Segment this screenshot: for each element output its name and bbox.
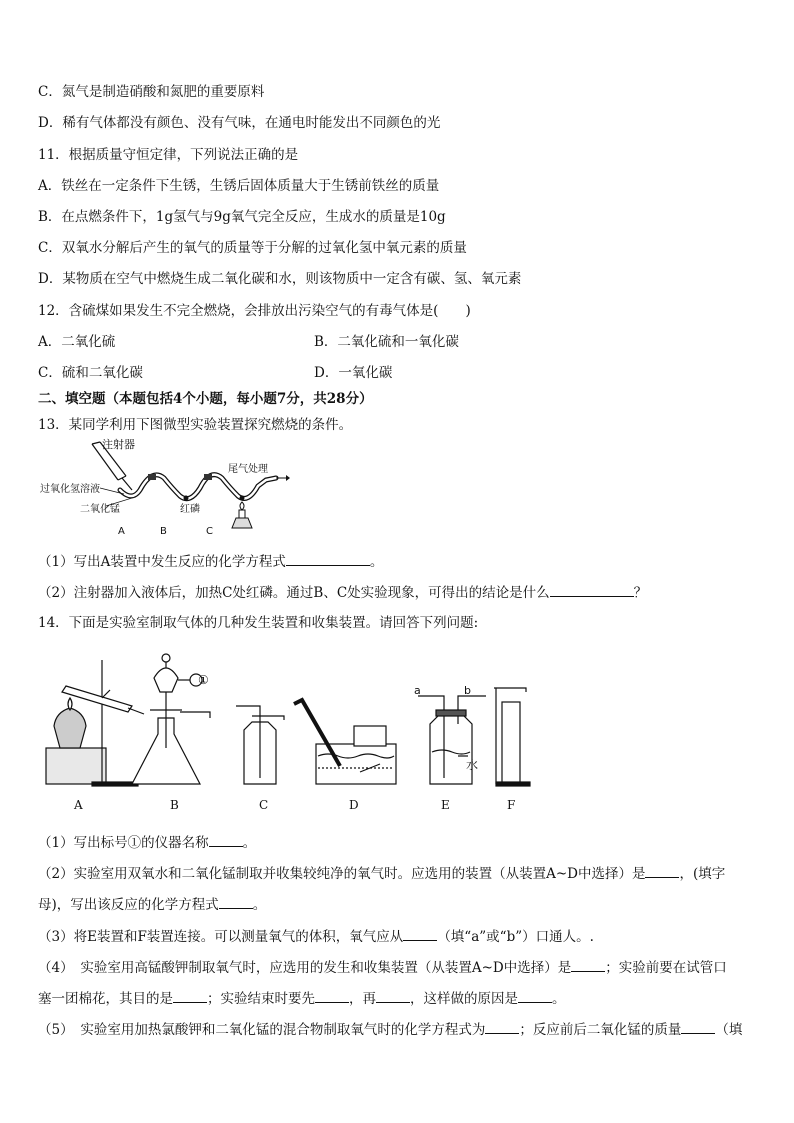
q14-part-2-cont [38, 895, 266, 914]
q12-option-b: B．二氧化硫和一氧化碳 [314, 334, 459, 350]
q12-option-c: C．硫和二氧化碳 [38, 365, 143, 381]
answer-blank[interactable] [485, 1020, 519, 1034]
q14-part-2-text-2: 母)，写出该反应的化学方程式 [38, 897, 219, 913]
q14-part-4-text-2: 塞一团棉花，其目的是 [38, 991, 173, 1007]
port-b-label: b [464, 684, 471, 697]
q14-part-4-text: （4） 实验室用高锰酸钾制取氧气时，应选用的发生和收集装置（从装置A~D中选择）是 [38, 960, 572, 976]
section-heading: 二、填空题（本题包括4个小题，每小题7分，共28分） [38, 391, 373, 407]
q14-part-2 [38, 864, 725, 883]
q13-part-2-text: （2）注射器加入液体后，加热C处红磷。通过B、C处实验现象，可得出的结论是什么 [38, 585, 550, 601]
figure-14-apparatus [40, 648, 540, 818]
q14-part-4-mid: ；实验前要在试管口 [605, 960, 727, 976]
q14-part-4-cont [38, 989, 566, 1008]
answer-blank[interactable] [645, 864, 679, 878]
apparatus-e-caption: E [441, 798, 450, 812]
q11-option-b: B．在点燃条件下，1g氢气与9g氧气完全反应，生成水的质量是10g [38, 209, 446, 225]
q13-part-1-end: 。 [369, 554, 384, 570]
q11-option-a: A．铁丝在一定条件下生锈，生锈后固体质量大于生锈前铁丝的质量 [38, 178, 440, 194]
q14-part-1 [38, 833, 256, 852]
q14-part-1-text: （1）写出标号①的仪器名称 [38, 835, 209, 851]
option-c-nitrogen: C．氮气是制造硝酸和氮肥的重要原料 [38, 84, 265, 100]
answer-blank[interactable] [571, 958, 605, 972]
answer-blank[interactable] [403, 927, 437, 941]
q13-part-2 [38, 583, 647, 602]
answer-blank[interactable] [173, 989, 207, 1003]
label-c: C [206, 526, 213, 537]
answer-blank[interactable] [550, 583, 634, 597]
answer-blank[interactable] [219, 895, 253, 909]
apparatus-d-caption: D [349, 798, 359, 812]
q14-part-4-text-3: ；实验结束时要先 [207, 991, 315, 1007]
q14-part-3 [38, 927, 594, 946]
q14-part-2-text: （2）实验室用双氧水和二氧化锰制取并收集较纯净的氧气时。应选用的装置（从装置A~D中选择）是 [38, 866, 646, 882]
q12-option-d: D．一氧化碳 [314, 365, 393, 381]
q14-part-3-end: （填“a”或“b”）口通人。. [437, 929, 594, 945]
q14-part-4-text-5: ，这样做的原因是 [410, 991, 518, 1007]
tail-gas-label: 尾气处理 [228, 464, 268, 475]
answer-blank[interactable] [681, 1020, 715, 1034]
gas-apparatus-diagram [40, 648, 540, 798]
answer-blank[interactable] [518, 989, 552, 1003]
question-12: 12．含硫煤如果发生不完全燃烧，会排放出污染空气的有毒气体是( ) [38, 303, 471, 319]
q11-option-d: D．某物质在空气中燃烧生成二氧化碳和水，则该物质中一定含有碳、氢、氧元素 [38, 271, 522, 287]
apparatus-f-caption: F [507, 798, 516, 812]
option-d-noble-gas: D．稀有气体都没有颜色、没有气味，在通电时能发出不同颜色的光 [38, 115, 441, 131]
q14-part-4-end: 。 [552, 991, 566, 1007]
apparatus-b-caption: B [170, 798, 179, 812]
syringe-label: 注射器 [102, 438, 135, 451]
answer-blank[interactable] [376, 989, 410, 1003]
question-13: 13．某同学利用下图微型实验装置探究燃烧的条件。 [38, 417, 353, 433]
answer-blank[interactable] [315, 989, 349, 1003]
label-a: A [118, 526, 125, 537]
figure-13-apparatus [40, 438, 290, 540]
q14-part-1-end: 。 [242, 835, 257, 851]
q14-part-4-text-4: ，再 [349, 991, 376, 1007]
q14-part-3-text: （3）将E装置和F装置连接。可以测量氧气的体积，氧气应从 [38, 929, 404, 945]
apparatus-a-caption: A [74, 798, 83, 812]
q14-part-2-mid: ，(填字 [679, 866, 726, 882]
hydrogen-peroxide-label: 过氧化氢溶液 [40, 484, 100, 495]
q14-part-5-text: （5） 实验室用加热氯酸钾和二氧化锰的混合物制取氧气时的化学方程式为 [38, 1022, 486, 1038]
q14-part-5-mid: ；反应前后二氧化锰的质量 [519, 1022, 682, 1038]
question-11: 11．根据质量守恒定律，下列说法正确的是 [38, 147, 299, 163]
question-14: 14．下面是实验室制取气体的几种发生装置和收集装置。请回答下列问题: [38, 615, 479, 631]
q13-part-1-text: （1）写出A装置中发生反应的化学方程式 [38, 554, 286, 570]
q13-part-2-end: ？ [633, 585, 648, 601]
label-b: B [160, 526, 167, 537]
manganese-dioxide-label: 二氧化锰 [80, 504, 120, 515]
port-a-label: a [414, 684, 421, 697]
red-phosphorus-label: 红磷 [180, 504, 200, 515]
q14-part-5-end: （填 [715, 1022, 743, 1038]
q14-part-2-end: 。 [252, 897, 267, 913]
apparatus-c-caption: C [259, 798, 269, 812]
q14-part-5 [38, 1020, 742, 1039]
mark-circled-1: ① [198, 673, 209, 687]
q11-option-c: C．双氧水分解后产生的氧气的质量等于分解的过氧化氢中氧元素的质量 [38, 240, 467, 256]
answer-blank[interactable] [209, 833, 243, 847]
q13-part-1 [38, 552, 383, 571]
water-label: 水 [466, 758, 479, 772]
q14-part-4 [38, 958, 727, 977]
answer-blank[interactable] [286, 552, 370, 566]
q12-option-a: A．二氧化硫 [38, 334, 116, 350]
